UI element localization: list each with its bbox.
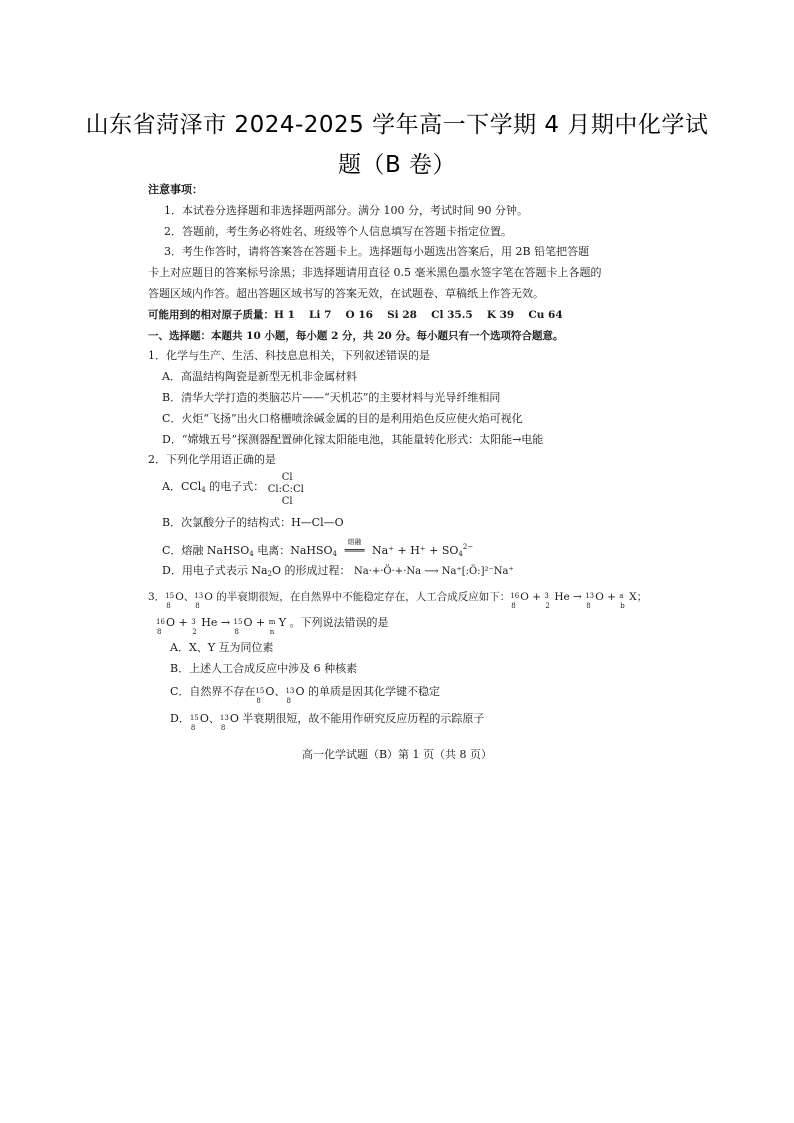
section-1-heading: 一、选择题：本题共 10 小题，每小题 2 分，共 20 分。每小题只有一个选项符合题意。 [148,329,564,342]
q3-number: 3． [148,590,166,603]
q2d-text: O 的形成过程： [271,563,351,577]
q2c-sub: 4 [249,549,254,558]
ccl4-cl-top: Cl [281,472,293,484]
question-1-option-d: D．“嫦娥五号”探测器配置砷化镓太阳能电池，其能量转化形式：太阳能→电能 [162,432,544,446]
question-1-option-b: B．清华大学打造的类脑芯片——“天机芯”的主要材料与光导纤维相同 [162,390,501,404]
q2d-sub: 2 [267,569,272,578]
question-3-line-2 [148,607,648,637]
notice-item-3-end: 答题区域内作答。超出答题区域书写的答案无效，在试题卷、草稿纸上作答无效。 [148,286,544,300]
page-footer: 高一化学试题（B）第 1 页（共 8 页） [301,748,493,761]
nuclide-he3: 3 2 [544,591,550,610]
q2c-sub3: 4 [458,549,463,558]
q2c-products: Na⁺ + H⁺ + SO [372,543,459,557]
melt-arrow: 熔融 ═══ [341,541,369,562]
nuclide-o13-product: 13 8 [585,591,595,610]
ccl4-cl-bottom: Cl [281,496,293,508]
page-title-line2: 题（B 卷） [337,152,457,178]
question-2-stem: 2．下列化学用语正确的是 [148,453,276,467]
nuclide-o13-d: 13 8 [219,713,229,732]
q2d-prefix: D．用电子式表示 Na [162,563,268,577]
ccl4-cl-middle: Cl:C:Cl [267,484,304,496]
question-1-option-a: A．高温结构陶瓷是新型无机非金属材料 [162,370,357,384]
question-3-option-a: A．X、Y 互为同位素 [170,641,274,655]
q2c-sub2: 4 [332,549,338,558]
q3-l1-d: O + [520,590,545,603]
nuclide-o15-product: 15 8 [233,618,243,637]
q3d-a: D． [170,711,190,725]
question-3-option-c [148,680,648,703]
nuclide-o15: 15 8 [165,591,175,610]
nuclide-he3-b: 3 2 [191,618,197,637]
question-3-option-d [148,703,648,730]
q3-l1-b: O、 [175,590,195,603]
q3d-b: O、 [199,711,220,725]
q2c-prefix: C．熔融 NaHSO [162,543,250,557]
question-2-option-d [148,558,648,582]
question-3-option-b: B．上述人工合成反应中涉及 6 种核素 [170,661,358,675]
notice-item-3: 3．考生作答时，请将答案答在答题卡上。选择题每小题选出答案后，用 2B 铅笔把答题 [164,245,590,259]
q3-l2-a: O + [166,616,192,630]
notice-item-3-cont: 卡上对应题目的答案标号涂黑；非选择题请用直径 0.5 毫米黑色墨水签字笔在答题卡上各题的 [148,266,602,280]
nuclide-o16-b: 16 8 [156,618,165,637]
melt-arrow-label: 熔融 [347,537,362,546]
q3-l1-g: X； [629,590,648,603]
question-1-stem: 1．化学与生产、生活、科技息息相关，下列叙述错误的是 [148,349,430,363]
q3-l2-c: O + [243,616,269,630]
exam-body [148,180,648,732]
q3c-b: O、 [265,684,286,698]
q3-l1-e: He → [554,590,586,603]
q3-l2-b: He → [201,616,234,630]
nuclide-o13-c: 13 8 [285,686,295,705]
question-2-option-c [148,534,648,558]
na2o-formation-equation: Na·+·Ö·+·Na ⟶ Na⁺[:Ö:]²⁻Na⁺ [353,565,514,577]
q3-l2-d: Y 。下列说法错误的是 [278,616,389,630]
q3c-c: O 的单质是因其化学键不稳定 [295,684,440,698]
ccl4-lewis-structure [267,472,320,508]
question-1-option-c: C．火炬“飞扬”出火口格栅喷涂碱金属的目的是利用焰色反应使火焰可视化 [162,411,523,425]
nuclide-o15-d: 15 8 [189,713,199,732]
q2c-mid: 电离：NaHSO [253,543,333,557]
question-2-option-b: B．次氯酸分子的结构式：H—Cl—O [162,516,344,530]
notice-heading: 注意事项： [148,183,203,196]
nuclide-o15-c: 15 8 [255,686,265,705]
page-title-line1: 山东省菏泽市 2024-2025 学年高一下学期 4 月期中化学试 [85,112,709,138]
q3c-a: C．自然界不存在 [170,684,256,698]
nuclide-o13: 13 8 [194,591,204,610]
q3-l1-f: O + [595,590,620,603]
q2c-sup3: 2− [462,542,474,551]
nuclide-y: m n [268,618,276,637]
question-2-option-a [148,471,648,513]
question-3-line-1 [148,582,648,608]
nuclide-o16: 16 8 [510,591,520,610]
q2a-prefix: A．CCl [162,480,202,494]
nuclide-x: a b [619,591,625,610]
q3d-c: O 半衰期很短，故不能用作研究反应历程的示踪原子 [229,711,485,725]
q3-l1-c: O 的半衰期很短，在自然界中不能稳定存在，人工合成反应如下： [204,590,511,603]
atomic-mass-line: 可能用到的相对原子质量：H 1 Li 7 O 16 Si 28 Cl 35.5 K 39 Cu 64 [148,308,563,321]
q2a-suffix: 的电子式： [205,480,265,494]
notice-item-2: 2．答题前，考生务必将姓名、班级等个人信息填写在答题卡指定位置。 [164,224,512,238]
q2a-sub: 4 [201,486,206,495]
notice-item-1: 1．本试卷分选择题和非选择题两部分。满分 100 分，考试时间 90 分钟。 [164,203,528,217]
